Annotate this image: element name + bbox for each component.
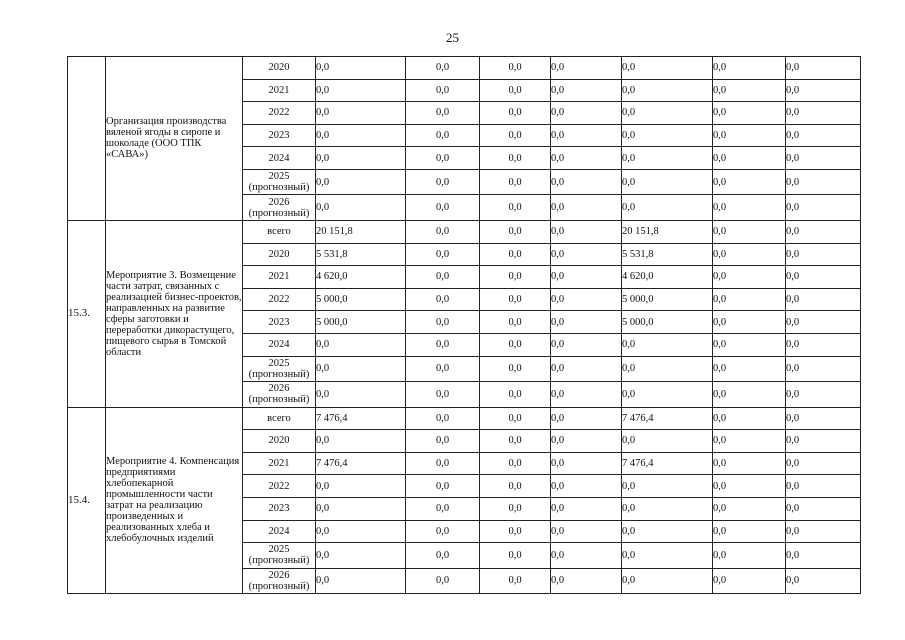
value-cell: 0,0	[551, 430, 622, 453]
value-cell: 0,0	[551, 333, 622, 356]
value-cell: 0,0	[406, 220, 480, 243]
value-cell: 0,0	[786, 520, 861, 543]
value-cell: 0,0	[622, 79, 713, 102]
value-cell: 0,0	[480, 430, 551, 453]
value-cell: 0,0	[316, 333, 406, 356]
value-cell: 5 000,0	[316, 288, 406, 311]
value-cell: 0,0	[786, 169, 861, 195]
value-cell: 0,0	[786, 311, 861, 334]
value-cell: 5 000,0	[622, 311, 713, 334]
item-number: 15.3.	[68, 220, 106, 407]
value-cell: 7 476,4	[316, 452, 406, 475]
table-body	[68, 57, 861, 594]
value-cell: 0,0	[406, 124, 480, 147]
value-cell: 0,0	[316, 147, 406, 170]
value-cell: 20 151,8	[316, 220, 406, 243]
value-cell: 0,0	[622, 147, 713, 170]
value-cell: 0,0	[786, 243, 861, 266]
value-cell: 0,0	[786, 568, 861, 594]
item-number	[68, 57, 106, 221]
year-cell: 2024	[243, 147, 316, 170]
value-cell: 0,0	[713, 102, 786, 125]
value-cell: 0,0	[786, 266, 861, 289]
value-cell: 0,0	[551, 266, 622, 289]
budget-table	[67, 56, 861, 594]
value-cell: 0,0	[406, 169, 480, 195]
table-row	[68, 220, 861, 243]
value-cell: 0,0	[713, 57, 786, 80]
value-cell: 0,0	[786, 102, 861, 125]
value-cell: 0,0	[480, 124, 551, 147]
value-cell: 0,0	[786, 333, 861, 356]
year-cell: 2025 (прогнозный)	[243, 543, 316, 569]
value-cell: 0,0	[551, 382, 622, 408]
value-cell: 0,0	[480, 452, 551, 475]
value-cell: 0,0	[551, 169, 622, 195]
value-cell: 0,0	[786, 124, 861, 147]
value-cell: 0,0	[786, 147, 861, 170]
value-cell: 0,0	[713, 568, 786, 594]
year-cell: 2020	[243, 57, 316, 80]
value-cell: 0,0	[316, 195, 406, 221]
value-cell: 0,0	[622, 57, 713, 80]
value-cell: 0,0	[480, 195, 551, 221]
year-cell: 2025 (прогнозный)	[243, 356, 316, 382]
value-cell: 0,0	[551, 147, 622, 170]
value-cell: 0,0	[480, 520, 551, 543]
year-cell: 2022	[243, 288, 316, 311]
value-cell: 0,0	[480, 102, 551, 125]
value-cell: 0,0	[713, 220, 786, 243]
value-cell: 0,0	[406, 288, 480, 311]
value-cell: 0,0	[622, 543, 713, 569]
value-cell: 0,0	[406, 382, 480, 408]
value-cell: 0,0	[316, 543, 406, 569]
value-cell: 0,0	[786, 497, 861, 520]
value-cell: 0,0	[480, 266, 551, 289]
value-cell: 0,0	[316, 169, 406, 195]
value-cell: 4 620,0	[622, 266, 713, 289]
value-cell: 5 000,0	[316, 311, 406, 334]
value-cell: 0,0	[551, 102, 622, 125]
value-cell: 0,0	[480, 169, 551, 195]
value-cell: 0,0	[622, 475, 713, 498]
value-cell: 0,0	[551, 195, 622, 221]
value-cell: 0,0	[406, 543, 480, 569]
value-cell: 0,0	[316, 497, 406, 520]
value-cell: 0,0	[551, 452, 622, 475]
value-cell: 0,0	[713, 356, 786, 382]
value-cell: 0,0	[406, 407, 480, 430]
value-cell: 0,0	[551, 311, 622, 334]
value-cell: 0,0	[480, 57, 551, 80]
value-cell: 0,0	[713, 452, 786, 475]
value-cell: 0,0	[316, 102, 406, 125]
value-cell: 0,0	[786, 356, 861, 382]
value-cell: 0,0	[480, 543, 551, 569]
value-cell: 0,0	[713, 288, 786, 311]
value-cell: 0,0	[480, 220, 551, 243]
value-cell: 0,0	[622, 169, 713, 195]
year-cell: всего	[243, 220, 316, 243]
year-cell: 2020	[243, 243, 316, 266]
value-cell: 0,0	[713, 382, 786, 408]
value-cell: 0,0	[551, 520, 622, 543]
value-cell: 0,0	[622, 356, 713, 382]
value-cell: 0,0	[551, 543, 622, 569]
value-cell: 0,0	[786, 452, 861, 475]
value-cell: 0,0	[622, 497, 713, 520]
value-cell: 0,0	[480, 382, 551, 408]
value-cell: 0,0	[551, 288, 622, 311]
value-cell: 0,0	[480, 356, 551, 382]
value-cell: 0,0	[406, 147, 480, 170]
item-number: 15.4.	[68, 407, 106, 594]
value-cell: 4 620,0	[316, 266, 406, 289]
year-cell: 2024	[243, 520, 316, 543]
year-cell: 2024	[243, 333, 316, 356]
value-cell: 0,0	[713, 311, 786, 334]
value-cell: 0,0	[622, 102, 713, 125]
value-cell: 0,0	[786, 57, 861, 80]
value-cell: 0,0	[480, 243, 551, 266]
value-cell: 0,0	[316, 382, 406, 408]
value-cell: 0,0	[316, 430, 406, 453]
value-cell: 0,0	[316, 57, 406, 80]
value-cell: 5 531,8	[316, 243, 406, 266]
value-cell: 0,0	[713, 169, 786, 195]
year-cell: 2022	[243, 102, 316, 125]
value-cell: 0,0	[406, 356, 480, 382]
value-cell: 0,0	[406, 79, 480, 102]
value-cell: 0,0	[786, 407, 861, 430]
value-cell: 0,0	[786, 79, 861, 102]
value-cell: 0,0	[713, 497, 786, 520]
table-row	[68, 407, 861, 430]
table-row	[68, 57, 861, 80]
value-cell: 0,0	[406, 333, 480, 356]
value-cell: 0,0	[406, 266, 480, 289]
value-cell: 0,0	[786, 543, 861, 569]
value-cell: 0,0	[713, 430, 786, 453]
value-cell: 0,0	[622, 430, 713, 453]
year-cell: 2021	[243, 452, 316, 475]
value-cell: 0,0	[406, 520, 480, 543]
value-cell: 0,0	[786, 475, 861, 498]
value-cell: 0,0	[551, 568, 622, 594]
value-cell: 0,0	[713, 195, 786, 221]
value-cell: 0,0	[786, 288, 861, 311]
value-cell: 0,0	[480, 333, 551, 356]
year-cell: 2025 (прогнозный)	[243, 169, 316, 195]
value-cell: 0,0	[480, 475, 551, 498]
value-cell: 0,0	[551, 475, 622, 498]
value-cell: 0,0	[406, 497, 480, 520]
value-cell: 0,0	[406, 568, 480, 594]
value-cell: 0,0	[551, 243, 622, 266]
value-cell: 0,0	[480, 407, 551, 430]
item-name: Организация производства вяленой ягоды в сиропе и шоколаде (ООО ТПК «САВА»)	[106, 57, 243, 221]
value-cell: 0,0	[406, 243, 480, 266]
year-cell: 2023	[243, 124, 316, 147]
value-cell: 7 476,4	[316, 407, 406, 430]
value-cell: 0,0	[713, 520, 786, 543]
value-cell: 0,0	[713, 543, 786, 569]
value-cell: 7 476,4	[622, 452, 713, 475]
value-cell: 0,0	[551, 124, 622, 147]
value-cell: 0,0	[622, 382, 713, 408]
value-cell: 0,0	[480, 147, 551, 170]
value-cell: 0,0	[713, 475, 786, 498]
value-cell: 0,0	[713, 333, 786, 356]
value-cell: 0,0	[786, 195, 861, 221]
value-cell: 0,0	[551, 407, 622, 430]
year-cell: всего	[243, 407, 316, 430]
value-cell: 0,0	[713, 124, 786, 147]
value-cell: 0,0	[406, 57, 480, 80]
value-cell: 0,0	[480, 311, 551, 334]
value-cell: 5 000,0	[622, 288, 713, 311]
value-cell: 0,0	[713, 243, 786, 266]
value-cell: 0,0	[480, 568, 551, 594]
year-cell: 2026 (прогнозный)	[243, 382, 316, 408]
value-cell: 7 476,4	[622, 407, 713, 430]
year-cell: 2020	[243, 430, 316, 453]
value-cell: 0,0	[622, 568, 713, 594]
value-cell: 0,0	[406, 430, 480, 453]
item-name: Мероприятие 3. Возмещение части затрат, связанных с реализацией бизнес-проектов, направленных на развитие сферы заготовки и переработки дикорастущего, пищевого сырья в Томской области	[106, 220, 243, 407]
year-cell: 2026 (прогнозный)	[243, 195, 316, 221]
year-cell: 2023	[243, 311, 316, 334]
value-cell: 0,0	[786, 220, 861, 243]
value-cell: 0,0	[713, 147, 786, 170]
value-cell: 0,0	[622, 520, 713, 543]
page-number: 25	[446, 30, 459, 45]
value-cell: 0,0	[551, 356, 622, 382]
value-cell: 0,0	[551, 497, 622, 520]
value-cell: 0,0	[786, 382, 861, 408]
value-cell: 0,0	[316, 356, 406, 382]
value-cell: 0,0	[480, 79, 551, 102]
value-cell: 0,0	[480, 288, 551, 311]
value-cell: 0,0	[480, 497, 551, 520]
value-cell: 0,0	[406, 195, 480, 221]
value-cell: 0,0	[713, 266, 786, 289]
item-name: Мероприятие 4. Компенсация предприятиями хлебопекарной промышленности части затрат на реализацию произведенных и реализованных хлеба и хлебобулочных изделий	[106, 407, 243, 594]
value-cell: 0,0	[551, 220, 622, 243]
value-cell: 0,0	[316, 475, 406, 498]
value-cell: 0,0	[713, 79, 786, 102]
value-cell: 0,0	[316, 520, 406, 543]
value-cell: 0,0	[316, 79, 406, 102]
value-cell: 0,0	[406, 311, 480, 334]
value-cell: 0,0	[316, 568, 406, 594]
value-cell: 0,0	[406, 475, 480, 498]
value-cell: 0,0	[622, 333, 713, 356]
value-cell: 0,0	[316, 124, 406, 147]
value-cell: 0,0	[551, 57, 622, 80]
year-cell: 2022	[243, 475, 316, 498]
value-cell: 0,0	[786, 430, 861, 453]
value-cell: 0,0	[713, 407, 786, 430]
value-cell: 5 531,8	[622, 243, 713, 266]
value-cell: 0,0	[406, 452, 480, 475]
year-cell: 2021	[243, 79, 316, 102]
year-cell: 2023	[243, 497, 316, 520]
value-cell: 0,0	[551, 79, 622, 102]
year-cell: 2026 (прогнозный)	[243, 568, 316, 594]
value-cell: 0,0	[622, 124, 713, 147]
year-cell: 2021	[243, 266, 316, 289]
value-cell: 20 151,8	[622, 220, 713, 243]
value-cell: 0,0	[406, 102, 480, 125]
value-cell: 0,0	[622, 195, 713, 221]
